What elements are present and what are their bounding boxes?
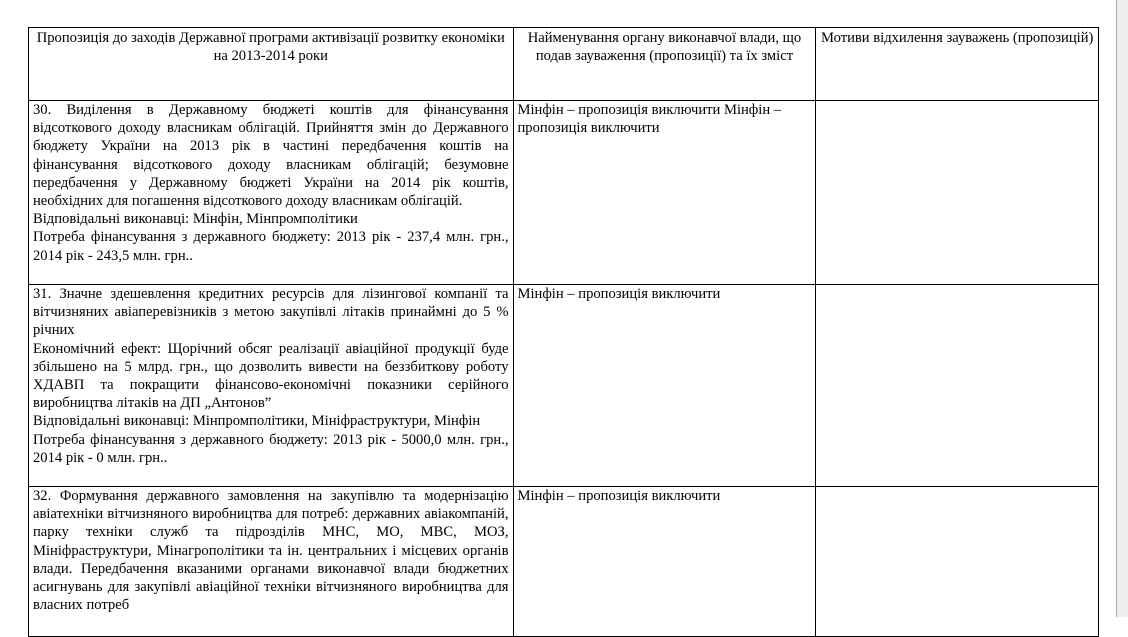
header-reasons: Мотиви відхилення зауважень (пропозицій) [816,28,1099,101]
table-row-30 [29,101,1099,285]
proposal-cell-30 [29,101,514,285]
reasons-cell-30 [816,101,1099,285]
proposal-cell-31 [29,285,514,487]
table-row-31 [29,285,1099,487]
responsible-executors: Відповідальні виконавці: Мінфін, Мінпромполітики [33,211,358,228]
vertical-scrollbar[interactable] [1116,0,1128,617]
reasons-cell-31 [816,285,1099,487]
proposal-text: 32. Формування державного замовлення на закупівлю та модернізацію авіатехніки вітчизняного виробництва для потреб: державних авіакомпаній, парку техніки служб та підрозділів МНС, МО, МВС, МОЗ, Мініфраструктури, Мінагрополітики та ін. центральних і місцевих органів влади. Передбачення вказаними органами виконавчої влади бюджетних асигнувань для закупівлі авіаційної техніки вітчизняного виробництва для власних потреб [33,488,509,614]
funding-need: Потреба фінансування з державного бюджету: 2013 рік - 5000,0 млн. грн., 2014 рік - 0 млн. грн.. [33,431,509,466]
funding-need: Потреба фінансування з державного бюджету: 2013 рік - 237,4 млн. грн., 2014 рік - 243,5 млн. грн.. [33,229,509,264]
authority-cell-30: Мінфін – пропозиція виключити Мінфін – пропозиція виключити [513,101,816,285]
proposal-text: 31. Значне здешевлення кредитних ресурсів для лізингової компанії та вітчизняних авіаперевізників з метою закупівлі літаків принаймні до 5 % річних [33,286,509,339]
header-authority: Найменування органу виконавчої влади, що подав зауваження (пропозиції) та їх зміст [513,28,816,101]
proposal-cell-32 [29,487,514,637]
responsible-executors: Відповідальні виконавці: Мінпромполітики, Мініфраструктури, Мінфін [33,413,481,430]
table-row-32 [29,487,1099,637]
header-proposal: Пропозиція до заходів Державної програми активізації розвитку економіки на 2013-2014 роки [29,28,514,101]
authority-cell-31: Мінфін – пропозиція виключити [513,285,816,487]
reasons-cell-32 [816,487,1099,637]
proposals-table [28,27,1099,637]
economic-effect: Економічний ефект: Щорічний обсяг реалізації авіаційної продукції буде збільшено на 5 млрд. грн., що дозволить вивести на беззбиткову роботу ХДАВП та покращити фінансово-економічні показники серійного виробництва літаків на ДП „Антонов” [33,340,509,412]
authority-cell-32: Мінфін – пропозиція виключити [513,487,816,637]
proposal-text: 30. Виділення в Державному бюджеті коштів для фінансування відсоткового доходу власникам облігацій. Прийняття змін до Державного бюджету України на 2013 рік в частині передбачення коштів на фінансування відсоткового доходу власникам облігацій; безумовне передбачення у Державному бюджеті України на 2014 рік коштів, необхідних для погашення відсоткового доходу власникам облігацій. [33,102,509,210]
table-header-row [29,28,1099,101]
